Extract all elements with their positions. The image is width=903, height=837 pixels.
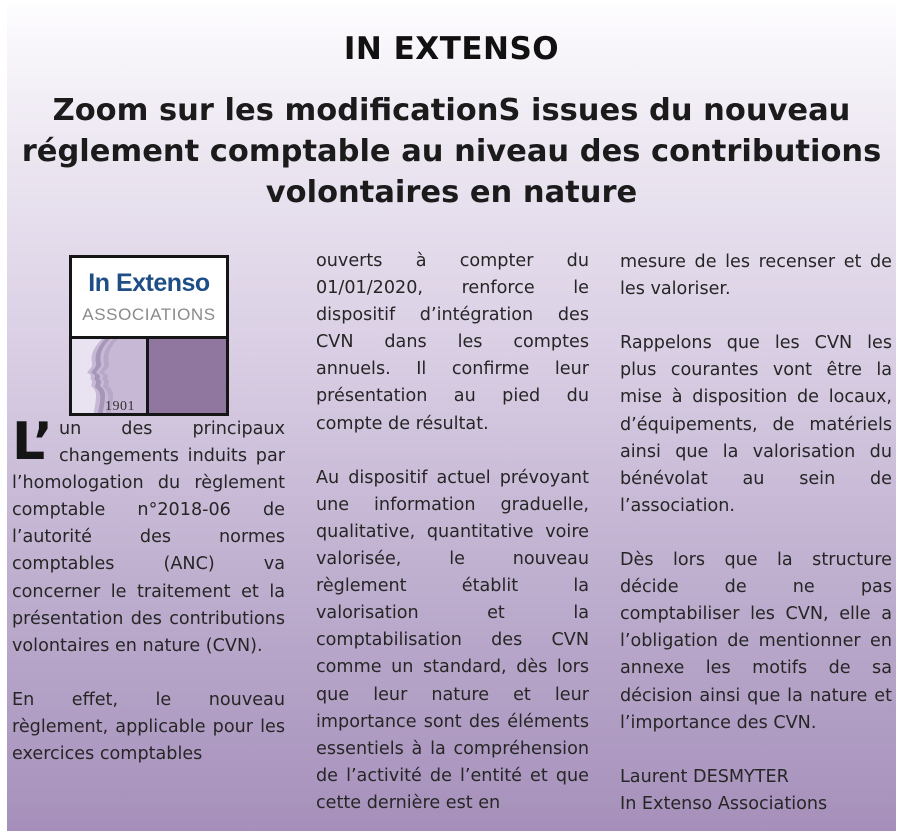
headline-line-1: Zoom sur les modificationS issues du nouveau — [52, 93, 851, 128]
logo-year: 1901 — [105, 399, 135, 413]
article-headline — [17, 90, 886, 213]
paragraph-1-text: un des principaux changements induits par l’homologation du règlement comptable n°2018-06 de l’autorité des normes comptables (ANC) va concerner le traitement et la présentation des contributions volontaires en nature (CVN). — [12, 419, 285, 656]
logo-text-panel — [72, 258, 226, 337]
author-name: Laurent DESMYTER — [620, 766, 789, 787]
brand-title: IN EXTENSO — [343, 31, 560, 67]
paragraph-2: En effet, le nouveau règlement, applicable pour les exercices comptables — [12, 689, 285, 765]
drop-cap: L’ — [12, 412, 53, 472]
paragraph-5: Dès lors que la structure décide de ne pas comptabiliser les CVN, elle a l’obligation de mentionner en annexe les motifs de sa décision ainsi que la nature et l’importance des CVN. — [620, 550, 892, 733]
logo-name: In Extenso — [88, 269, 210, 297]
article-page — [7, 5, 896, 831]
headline-line-3: volontaires en nature — [265, 175, 638, 210]
article-column-3 — [620, 249, 892, 818]
article-column-2 — [316, 248, 589, 817]
author-organization: In Extenso Associations — [620, 793, 828, 814]
paragraph-3-continued: mesure de les recenser et de les valoriser. — [620, 252, 892, 300]
paragraph-4: Rappelons que les CVN les plus courantes vont être la mise à disposition de locaux, d’équipements, de matériels ainsi que la valorisation du bénévolat au sein de l’association. — [620, 333, 892, 516]
headline-line-2: réglement comptable au niveau des contributions — [21, 134, 882, 169]
in-extenso-associations-logo — [69, 255, 229, 416]
paragraph-1 — [12, 412, 285, 660]
article-column-1 — [12, 249, 285, 768]
logo-profile-panel — [72, 339, 146, 413]
paragraph-3: Au dispositif actuel prévoyant une information graduelle, qualitative, quantitative voire valorisée, le nouveau règlement établit la valorisation et la comptabilisation des CVN comme un standard, dès lors que leur nature et leur importance sont des éléments essentiels à la compréhension de l’activité de l’entité et que cette dernière est en — [316, 467, 589, 813]
logo-subtitle: ASSOCIATIONS — [82, 305, 216, 324]
paragraph-2-continued: ouverts à compter du 01/01/2020, renforce le dispositif d’intégration des CVN dans les comptes annuels. Il confirme leur présentation au pied du compte de résultat. — [316, 251, 589, 434]
logo-color-panel — [149, 339, 226, 413]
